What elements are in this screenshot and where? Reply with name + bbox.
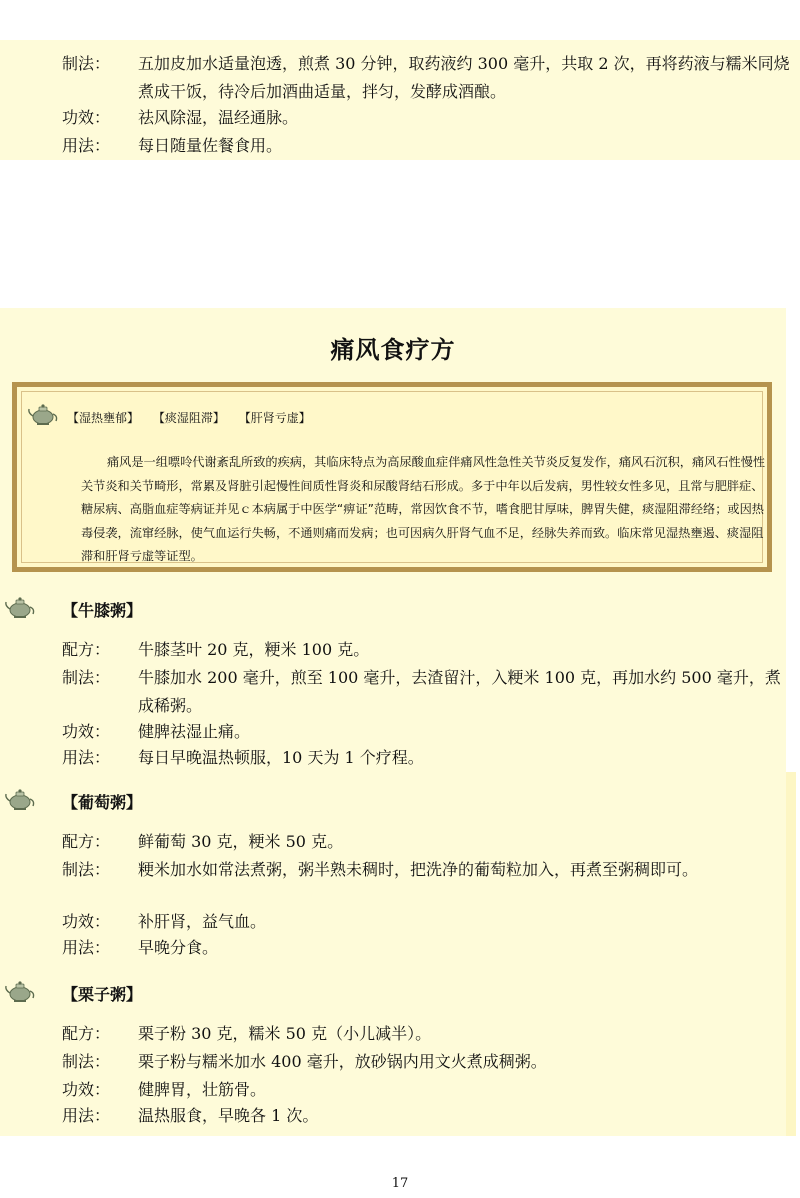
teapot-icon — [4, 594, 36, 620]
top-usage-row: 用法： 每日随量佐餐食用。 — [62, 136, 283, 155]
recipe-row: 制法： 粳米加水如常法煮粥，粥半熟未稠时，把洗净的葡萄粒加入，再煮至粥稠即可。 — [62, 860, 699, 879]
page-title: 痛风食疗方 — [330, 336, 456, 364]
intro-paragraph: 痛风是一组嘌呤代谢紊乱所致的疾病，其临床特点为高尿酸血症伴痛风性急性关节炎反复发作，痛风石沉积，痛风石性慢性关节炎和关节畸形，常累及肾脏引起慢性间质性肾炎和尿酸肾结石形成。多于中年以后发病，男性较女性多见，且常与肥胖症、糖尿病、高脂血症等病证并见ｃ本病属于中医学“痹证”范畴，常因饮食不节，嗜食肥甘厚味，脾胃失健，痰湿阻滞经络；或因热毒侵袭，流窜经脉，使气血运行失畅，不通则痛而发病；也可因病久肝肾气血不足，经脉失养而致。临床常见湿热壅遏、痰湿阻滞和肝肾亏虚等证型。 — [81, 455, 766, 563]
recipe-row: 用法： 早晚分食。 — [62, 938, 219, 957]
tag-damp-heat: 【湿热壅郁】 — [67, 411, 140, 425]
recipe-row: 用法： 每日早晚温热顿服，10 天为 1 个疗程。 — [62, 748, 424, 767]
recipe-row: 功效： 补肝肾，益气血。 — [62, 912, 267, 931]
teapot-icon — [4, 978, 36, 1004]
recipe-heading-lizi: 【栗子粥】 — [62, 985, 143, 1004]
tag-liver-kidney: 【肝肾亏虚】 — [238, 411, 311, 425]
teapot-icon — [27, 401, 59, 427]
recipe-row: 功效： 健脾胃，壮筋骨。 — [62, 1080, 267, 1099]
recipe-heading-putao: 【葡萄粥】 — [62, 793, 143, 812]
recipe-row: 用法： 温热服食，早晚各 1 次。 — [62, 1106, 319, 1125]
recipe-row: 配方： 鲜葡萄 30 克，粳米 50 克。 — [62, 832, 344, 851]
recipe-heading-niuxi: 【牛膝粥】 — [62, 601, 143, 620]
tag-phlegm-damp: 【痰湿阻滞】 — [152, 411, 225, 425]
page-number: 17 — [391, 1176, 409, 1191]
recipe-row: 配方： 栗子粉 30 克，糯米 50 克（小儿减半）。 — [62, 1024, 432, 1043]
recipe-row: 制法： 牛膝加水 200 毫升，煎至 100 毫升，去渣留汁，入粳米 100 克，再加水约 500 毫升，煮成稀粥。 — [62, 668, 781, 715]
top-method-row: 制法： 五加皮加水适量泡透，煎煮 30 分钟，取药液约 300 毫升，共取 2 次，再将药液与糯米同烧煮成干饭，待冷后加酒曲适量，拌匀，发酵成酒酿。 — [62, 54, 790, 101]
recipe-row: 制法： 栗子粉与糯米加水 400 毫升，放砂锅内用文火煮成稠粥。 — [62, 1052, 547, 1071]
recipe-row: 功效： 健脾祛湿止痛。 — [62, 722, 251, 741]
teapot-icon — [4, 786, 36, 812]
top-effect-row: 功效： 祛风除湿，温经通脉。 — [62, 108, 299, 127]
syndrome-tags — [67, 409, 321, 426]
recipe-row: 配方： 牛膝茎叶 20 克，粳米 100 克。 — [62, 640, 370, 659]
intro-box — [12, 382, 772, 572]
